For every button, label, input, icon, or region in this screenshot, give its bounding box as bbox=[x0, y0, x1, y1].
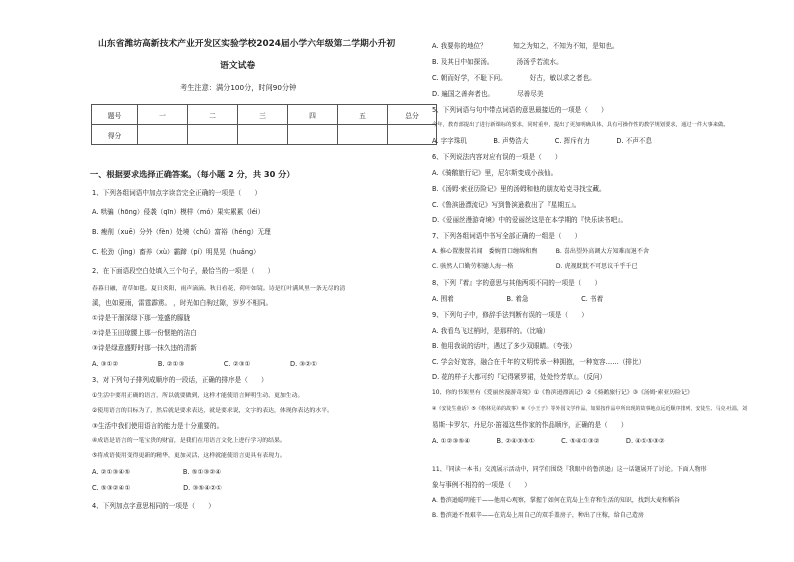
question-line: A. ①②③⑤④ B. ②④③⑤① C. ⑤④①③② D. ④①⑤③② bbox=[432, 437, 665, 445]
question-line: A. 我要你的地位？ 知之为知之，不知为不知，是知也。 bbox=[432, 42, 619, 50]
question-line: B. 瘦削（xuē）分外（fèn）处境（chǔ）富裕（héng）无理 bbox=[92, 228, 271, 236]
question-line: A. ③①② B. ②①③ C. ②③① D. ③②① bbox=[92, 360, 317, 368]
question-line: 7、下列各组词语中书写全部正确的一组是（ ） bbox=[432, 232, 582, 240]
question-line: ④《安徒生童话》⑤《格林兄弟的故事》⑥《小王子》等外国文学作品。如果按作品中所出现的故事地点远近顺序排列，安徒生、马克·吐温，刘 bbox=[432, 406, 748, 412]
question-line: A. 鲁滨逊聪明能干——他用心观察，掌握了如何在荒岛上生存和生活的知识，找到大麦和稻谷 bbox=[432, 497, 680, 504]
score-table-header-row bbox=[92, 105, 437, 125]
question-line: A. 推心置腹置若闻 委婉胃口缠绵和煦 B. 喜出望外高调大方知难而退不舍 bbox=[432, 248, 650, 255]
question-line: 易斯·卡罗尔、丹尼尔·笛福这些作家的作品顺序，正确的是（ ） bbox=[432, 421, 628, 429]
score-table-head-cell: 总分 bbox=[388, 105, 437, 125]
question-line: 5、下列词语与句中带点词语的意思最接近的一项是（ ） bbox=[432, 106, 608, 114]
question-line: C. 松劲（jìng）畜养（xù）霸蹄（pí）明晃晃（huǎng） bbox=[92, 248, 260, 256]
score-cell bbox=[238, 125, 288, 145]
question-line: A. ②①③④⑤ B. ⑤①③②④ bbox=[92, 468, 222, 476]
question-line: ②诗是玉田琼腰上那一份惬艳的洁白 bbox=[92, 329, 197, 337]
question-line: D. 花的样子大都可约『记得紧罗裙，处处怜芳草』。（反问） bbox=[432, 373, 607, 381]
score-cell bbox=[288, 125, 338, 145]
question-line: 6、下列说法内容对应有误的一项是（ ） bbox=[432, 153, 562, 161]
section-heading: 一、根据要求选择正确答案。（每小题 2 分，共 30 分） bbox=[90, 169, 295, 179]
question-line: A. 字字珠玑 B. 声势浩大 C. 挥斥有力 D. 不声不息 bbox=[432, 137, 652, 145]
question-line: C. 朝而好学，不耻下问。 好古，敏以求之者也。 bbox=[432, 74, 596, 82]
score-cell bbox=[388, 125, 437, 145]
score-table-score-row bbox=[92, 125, 437, 145]
question-line: C.《鲁滨逊漂流记》写到鲁滨逊救出了『星期五』。 bbox=[432, 201, 581, 209]
question-line: 溪，也如夏雨，雷霆霹雳。 ，时光如白驹过隙，岁岁不相同。 bbox=[92, 299, 273, 307]
question-line: B. 鲁滨逊不畏艰辛——在荒岛上用自己的双手盖房子，种出了庄稼，给自己造房 bbox=[432, 512, 644, 519]
question-line: A. 哄骗（hōng）侵袭（qīn）模样（mó）果实累累（léi） bbox=[92, 208, 265, 216]
question-line: ④成语是语言的一笔宝贵的财富，是我们在用语言文化上进行学习的结果。 bbox=[92, 438, 286, 444]
question-line: 今年，教育部提出了进行新课标的要求，同时重申，提出了更加明确具体，具有可操作性的教学规划要求，通过一件大事来做。 bbox=[432, 122, 729, 128]
question-line: ③诗是绿意盛野时那一抹久违的清新 bbox=[92, 344, 197, 352]
question-line: D. 遍国之善奔者也。 尽善尽美 bbox=[432, 90, 544, 98]
question-line: ⑤将成语使用变得更新的精华，更加灵活，这样就能使语言更具有表现力。 bbox=[92, 453, 286, 459]
question-line: 11、『同读一本书』交流展示活动中，同学们围绕『我眼中的鲁滨逊』这一话题展开了讨论。下面人物形 bbox=[432, 466, 707, 473]
exam-notice: 考生注意：满分100分，时间90分钟 bbox=[180, 83, 297, 92]
score-table-head-cell: 二 bbox=[188, 105, 238, 125]
question-line: ①生活中要用正确的语言，所以就要做到，这样才能使语言鲜明生动、更加生动。 bbox=[92, 393, 304, 399]
question-line: A. 围着 B. 着急 C. 书着 bbox=[432, 295, 604, 303]
question-line: 9、下列句子中，修辞手法判断有误的一项是（ ） bbox=[432, 311, 588, 319]
score-table-head-cell: 五 bbox=[338, 105, 388, 125]
question-line: 10、你的书架里有《爱丽丝漫游奇境》①《鲁滨逊漂流记》②《骑鹅旅行记》③《汤姆·索亚历险记》 bbox=[432, 390, 693, 396]
score-table bbox=[91, 104, 437, 145]
score-table-head-cell: 三 bbox=[238, 105, 288, 125]
question-line: C. 学会好宽容，融合在千年的文明传承一种拥抱，一种宽容……（排比） bbox=[432, 358, 646, 366]
exam-title-line2: 语文试卷 bbox=[220, 61, 256, 71]
question-line: ①诗是干涸深绿下那一笼盛的朦胧 bbox=[92, 314, 191, 322]
score-table-head-cell: 四 bbox=[288, 105, 338, 125]
score-cell bbox=[138, 125, 188, 145]
question-line: ③生活中我们使用语言的能力是十分重要的。 bbox=[92, 422, 224, 430]
question-line: C. ⑤③②④① D. ③⑤④②① bbox=[92, 484, 222, 492]
question-line: B.《汤姆·索亚历险记》里的汤姆和他的朋友哈克寻找宝藏。 bbox=[432, 185, 606, 193]
question-line: 1、下列各组词语中加点字读音完全正确的一项是（ ） bbox=[92, 189, 262, 197]
question-line: ②使用语言的目标为了，然后就是要求表达，就是要求说，文字的表达，体现你表达的水平。 bbox=[92, 408, 333, 414]
question-line: B. 及其日中如探汤。 汤汤乎若流水。 bbox=[432, 58, 563, 66]
question-line: D.《爱丽丝漫游奇境》中的爱丽丝这是在本学期的『快乐读书吧』。 bbox=[432, 216, 628, 224]
question-line: B. 他用我说的话叶，遇过了多少双眼睛。（夸张） bbox=[432, 342, 576, 350]
exam-title-line1: 山东省潍坊高新技术产业开发区实验学校2024届小学六年级第二学期小升初 bbox=[98, 39, 396, 49]
question-line: 3、对下列句子排列成顺序的一段话，正确的排序是（ ） bbox=[92, 376, 268, 384]
score-table-head-cell: 一 bbox=[138, 105, 188, 125]
question-line: A. 我看鸟飞过梢时，是那样的。（比喻） bbox=[432, 327, 550, 335]
question-line: 春暮日融，青草如毯。夏日炎阳，雨声滴滴。秋日看花，荷叶如镜。诗是红叶满风里一条无尽的清 bbox=[92, 286, 346, 292]
score-row-label: 得分 bbox=[92, 125, 138, 145]
score-cell bbox=[338, 125, 388, 145]
score-table-head-cell: 题号 bbox=[92, 105, 138, 125]
score-cell bbox=[188, 125, 238, 145]
question-line: C. 骇然人口勤劳积德人海一格 D. 虎视眈眈不可思议千乎千已 bbox=[432, 263, 638, 270]
question-line: A.《骑鹅旅行记》里，尼尔斯变成小孩仙。 bbox=[432, 169, 558, 177]
question-line: 8、下列『着』字的意思与其他两项不同的一项是（ ） bbox=[432, 279, 602, 287]
question-line: 象与事例不相符的一项是（ ） bbox=[432, 481, 531, 489]
question-line: 2、在下面语段空白处填入三个句子，最恰当的一项是（ ） bbox=[92, 267, 275, 275]
question-line: 4、下列加点字意思相同的一项是（ ） bbox=[92, 502, 215, 510]
